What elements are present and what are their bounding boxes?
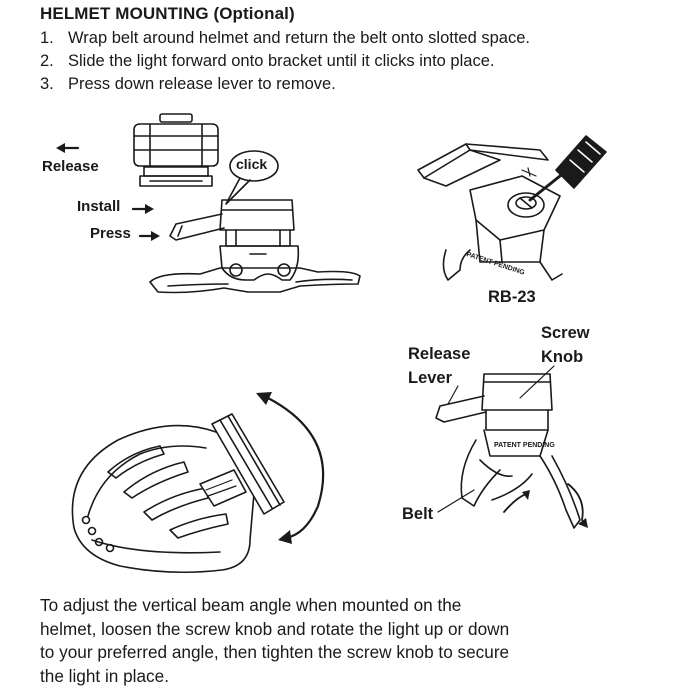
click-label: click [236,156,268,172]
patent-stamp: PATENT PENDING [494,442,555,449]
press-label: Press [90,225,131,242]
release-arrow-icon [56,143,78,153]
step-item [40,50,530,73]
install-label: Install [77,198,121,215]
release-label: Release [42,158,99,175]
footer-line: To adjust the vertical beam angle when mounted on the [40,595,462,615]
belt-label: Belt [402,505,434,523]
step-text: Press down release lever to remove. [68,75,336,93]
step-text: Slide the light forward onto bracket until it clicks into place. [68,52,495,70]
patent-stamp: PATENT PENDING [465,251,526,277]
step-number: 1. [40,29,54,47]
screw-knob-label-line1: Screw [541,324,590,342]
screwdriver-icon [530,136,606,200]
light-head-illustration [134,114,218,186]
step-number: 2. [40,52,54,70]
footer-line: the light in place. [40,665,169,686]
release-lever-label-line1: Release [408,345,471,363]
helmet-illustration [60,385,360,585]
press-arrow-icon [140,231,160,241]
footer-line: to your preferred angle, then tighten the screw knob to secure [40,642,510,662]
step-item [40,73,530,96]
footer-line: helmet, loosen the screw knob and rotate the light up or down [40,618,510,639]
screw-knob-label-line2: Knob [541,348,584,366]
step-text: Wrap belt around helmet and return the belt onto slotted space. [68,29,530,47]
instruction-steps [40,27,530,96]
step-item [40,27,530,50]
section-title: HELMET MOUNTING (Optional) [40,4,295,23]
rotation-arrow-icon [256,392,323,544]
install-arrow-icon [133,204,154,214]
release-lever-label-line2: Lever [408,369,453,387]
model-label: RB-23 [488,288,536,306]
install-release-illustration [0,100,380,310]
adjustment-instructions [40,594,680,688]
belt-pointer [438,490,474,512]
step-number: 3. [40,75,54,93]
screwdriver-adjust-illustration [400,110,620,290]
